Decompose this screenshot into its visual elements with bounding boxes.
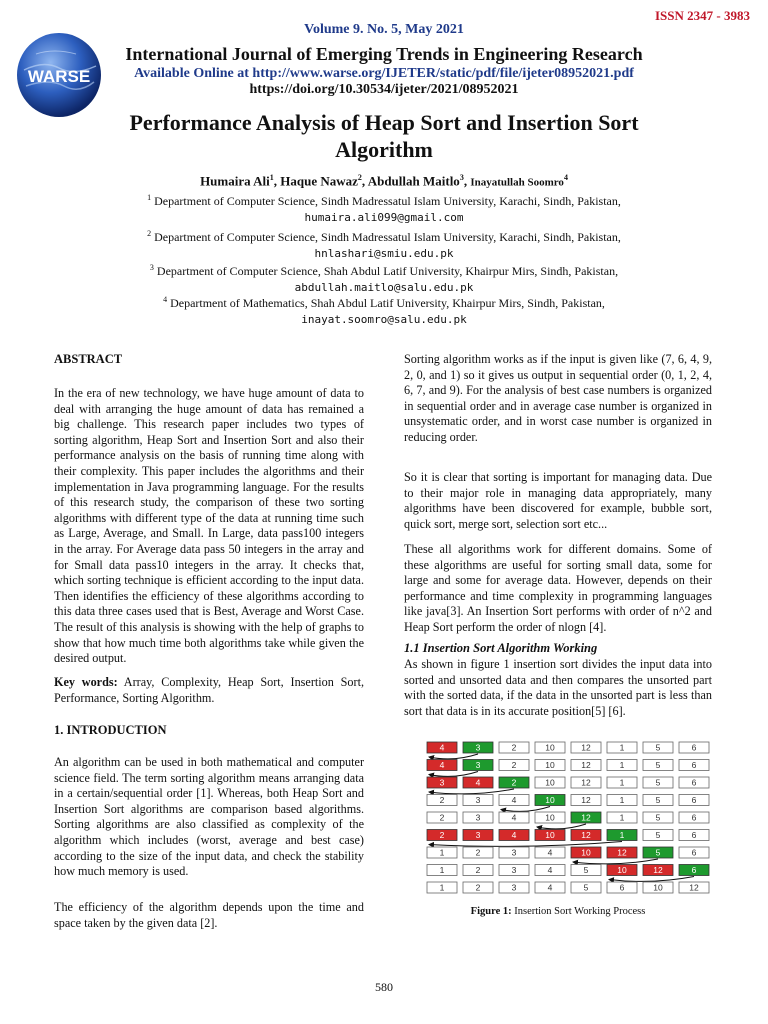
introduction-paragraph: The efficiency of the algorithm depends upon the time and space taken by the given data [2]. (54, 900, 364, 930)
available-online-link[interactable]: Available Online at http://www.warse.org/IJETER/static/pdf/file/ijeter08952021.pdf (134, 66, 634, 81)
array-cell-value: 1 (619, 812, 625, 823)
keywords-label: Key words: (54, 675, 118, 689)
array-cell-value: 5 (655, 830, 661, 840)
body-paragraph: These all algorithms work for different domains. Some of these algorithms are useful for sorting small data, some for large and some for average data. However, depends on their performance and time complexity in programming languages like java[3]. An Insertion Sort performs with order of n^2 and Heap Sort perform the order of nlogn [4]. (404, 542, 712, 634)
body-paragraph: Sorting algorithm works as if the input is given like (7, 6, 4, 9, 2, 0, and 1) so it gives us output in sequential order (0, 1, 2, 4, 6, 7, and 9). For the analysis of best case numbers is organized in sequential order and in average case number is organized in unsystematic order, and in worst case number is organized in reducing order. (404, 352, 712, 444)
array-cell-value: 12 (653, 865, 663, 875)
affiliation (0, 292, 768, 328)
array-cell-value: 10 (545, 777, 555, 788)
affiliation (0, 260, 768, 296)
issn-label: ISSN 2347 - 3983 (655, 8, 750, 23)
array-cell-value: 12 (581, 830, 591, 840)
affiliation-text: Department of Computer Science, Sindh Madressatul Islam University, Karachi, Sindh, Pakistan, (154, 194, 621, 208)
array-cell-value: 10 (545, 812, 555, 823)
array-cell-value: 2 (511, 760, 517, 770)
array-cell-value: 10 (653, 882, 663, 893)
author-name: Inayatullah Soomro (470, 176, 564, 189)
affiliation (0, 190, 768, 226)
journal-title: International Journal of Emerging Trends in Engineering Research (125, 44, 643, 64)
author-email[interactable]: humaira.ali099@gmail.com (304, 211, 464, 224)
array-cell-value: 5 (655, 777, 661, 788)
page-number: 580 (375, 980, 393, 994)
array-cell-value: 2 (475, 882, 481, 893)
array-cell-value: 10 (581, 847, 591, 858)
array-cell-value: 1 (619, 760, 625, 770)
array-cell-value: 2 (475, 865, 481, 875)
array-cell-value: 5 (655, 795, 661, 805)
affiliation-sup: 1 (147, 193, 152, 202)
introduction-heading: 1. INTRODUCTION (54, 723, 167, 737)
affiliation-text: Department of Mathematics, Shah Abdul Latif University, Khairpur Mirs, Sindh, Pakistan, (170, 296, 605, 310)
array-cell-value: 3 (475, 795, 481, 805)
array-cell-value: 3 (475, 742, 481, 753)
array-cell-value: 3 (475, 812, 481, 823)
affiliation-sup: 3 (149, 263, 154, 272)
array-cell-value: 4 (439, 742, 445, 753)
array-cell-value: 6 (691, 812, 697, 823)
volume-info: Volume 9. No. 5, May 2021 (304, 22, 464, 37)
array-cell-value: 6 (619, 882, 625, 893)
array-cell-value: 4 (511, 795, 517, 805)
array-cell-value: 5 (583, 865, 589, 875)
array-cell-value: 12 (581, 812, 591, 823)
array-cell-value: 6 (691, 795, 697, 805)
figure-label: Figure 1: (470, 906, 512, 917)
array-cell-value: 2 (475, 847, 481, 858)
author-name: Haque Nawaz (280, 173, 358, 189)
array-cell-value: 10 (545, 760, 555, 770)
array-cell-value: 4 (511, 830, 517, 840)
array-cell-value: 1 (619, 777, 625, 788)
array-cell-value: 5 (655, 742, 661, 753)
array-cell-value: 4 (475, 777, 481, 788)
array-cell-value: 5 (655, 760, 661, 770)
author-email[interactable]: inayat.soomro@salu.edu.pk (301, 313, 467, 326)
affiliation-text: Department of Computer Science, Sindh Madressatul Islam University, Karachi, Sindh, Pakistan, (154, 230, 621, 244)
array-cell-value: 2 (439, 830, 445, 840)
insertion-arrow (609, 877, 694, 882)
array-cell-value: 1 (619, 742, 625, 753)
array-cell-value: 5 (655, 812, 661, 823)
author-sup: 1 (269, 173, 274, 182)
array-cell-value: 1 (439, 882, 445, 893)
figure-caption (404, 906, 712, 917)
array-cell-value: 10 (617, 865, 627, 875)
doi-link[interactable]: https://doi.org/10.30534/ijeter/2021/08952021 (249, 82, 519, 97)
array-cell-value: 6 (691, 760, 697, 770)
array-cell-value: 3 (439, 777, 445, 788)
array-cell-value: 3 (475, 760, 481, 770)
array-cell-value: 1 (619, 830, 625, 840)
author-sup: 2 (357, 173, 362, 182)
affiliation (0, 226, 768, 262)
array-cell-value: 2 (511, 777, 517, 788)
paper-title: Performance Analysis of Heap Sort and Insertion Sort Algorithm (129, 110, 639, 162)
array-cell-value: 5 (583, 882, 589, 893)
array-cell-value: 12 (581, 795, 591, 805)
array-cell-value: 12 (617, 847, 627, 858)
array-cell-value: 12 (689, 882, 699, 893)
array-cell-value: 4 (547, 865, 553, 875)
array-cell-value: 4 (511, 812, 517, 823)
array-cell-value: 12 (581, 742, 591, 753)
array-cell-value: 2 (439, 812, 445, 823)
author-name: Abdullah Maitlo (367, 173, 460, 189)
figure-caption-text: Insertion Sort Working Process (511, 906, 646, 917)
array-cell-value: 10 (545, 830, 555, 840)
array-cell-value: 1 (619, 795, 625, 805)
insertion-sort-diagram (415, 740, 715, 902)
insertion-arrow (429, 772, 478, 777)
array-cell-value: 4 (547, 882, 553, 893)
author-email[interactable]: abdullah.maitlo@salu.edu.pk (294, 281, 474, 294)
introduction-paragraph: An algorithm can be used in both mathematical and computer science field. The term sorting algorithm means arranging data in a certain/sequential order [1]. Whereas, both Heap Sort and Insertion Sort algorithms are comparison based algorithms. Sorting algorithms are also classified as complexity of the algorithm which includes (worst, average and best case) according to the size of the input data, and check the stability how much memory is used. (54, 755, 364, 879)
array-cell-value: 1 (439, 847, 445, 858)
insertion-arrow (429, 789, 514, 794)
affiliation-sup: 2 (147, 229, 152, 238)
array-cell-value: 5 (655, 847, 661, 858)
author-email[interactable]: hnlashari@smiu.edu.pk (314, 247, 454, 260)
insertion-arrow (537, 824, 586, 829)
array-cell-value: 12 (581, 760, 591, 770)
array-cell-value: 6 (691, 742, 697, 753)
array-cell-value: 6 (691, 777, 697, 788)
insertion-sort-figure (415, 740, 715, 902)
array-cell-value: 4 (547, 847, 553, 858)
keywords-text: Array, Complexity, Heap Sort, Insertion Sort, Performance, Sorting Algorithm. (54, 675, 364, 705)
affiliation-text: Department of Computer Science, Shah Abdul Latif University, Khairpur Mirs, Sindh, Pakistan, (156, 264, 619, 278)
author-name: Humaira Ali (200, 173, 270, 189)
insertion-arrow (501, 807, 550, 812)
array-cell-value: 4 (439, 760, 445, 770)
array-cell-value: 3 (511, 882, 517, 893)
array-cell-value: 10 (545, 795, 555, 805)
abstract-heading: ABSTRACT (54, 352, 123, 366)
insertion-arrow (429, 842, 622, 847)
insertion-arrow (573, 859, 658, 864)
array-cell-value: 3 (511, 865, 517, 875)
array-cell-value: 3 (511, 847, 517, 858)
array-cell-value: 6 (691, 830, 697, 840)
keywords (54, 675, 364, 706)
body-paragraph: As shown in figure 1 insertion sort divides the input data into sorted and unsorted data and then compares the unsorted part with the sorted data, if the data in the unsorted part is less than sort that data is in its accurate position[5] [6]. (404, 657, 712, 718)
body-paragraph: So it is clear that sorting is important for managing data. Due to their major role in managing data appropriately, many algorithms have been discovered for example, bubble sort, quick sort, merge sort, selection sort etc... (404, 470, 712, 531)
logo-text: WARSE (27, 67, 91, 86)
author-sup: 4 (563, 173, 568, 182)
array-cell-value: 2 (511, 742, 517, 753)
array-cell-value: 2 (439, 795, 445, 805)
author-sup: 3 (459, 173, 464, 182)
array-cell-value: 10 (545, 742, 555, 753)
author-list: Humaira Ali$^1$, Haque Nawaz$^2$, Abdullah Maitlo$^3$, Inayatullah Soomro$^4$ (200, 173, 568, 189)
abstract-text: In the era of new technology, we have huge amount of data to deal with arranging the huge amount of data has remained a big challenge. This research paper includes two types of sorting algorithm, Heap Sort and Insertion Sort and also their performance analysis on the basis of running time along with their complexity. This paper includes the algorithms and their implementation in Java programming language. For the results of this research study, the comparison of these two sorting algorithms with different type of the data at running time such as Large, Average, and Small. In Large, data pass100 integers in the array. For Average data pass 50 integers in the array and for Small data pass10 integers in the array. It checks that, which sorting technique is efficient according to the input data. Then identifies the efficiency of these algorithms according to this data three cases used that is Best, Average and Worst Case. The result of this analysis is showing with the help of graphs to show that how much time both algorithms take while given the desired output. (54, 386, 364, 666)
array-cell-value: 6 (691, 865, 697, 875)
subsection-heading: 1.1 Insertion Sort Algorithm Working (404, 641, 598, 655)
array-cell-value: 6 (691, 847, 697, 858)
affiliation-sup: 4 (163, 295, 168, 304)
array-cell-value: 3 (475, 830, 481, 840)
array-cell-value: 12 (581, 777, 591, 788)
insertion-arrow (429, 754, 478, 759)
array-cell-value: 1 (439, 865, 445, 875)
